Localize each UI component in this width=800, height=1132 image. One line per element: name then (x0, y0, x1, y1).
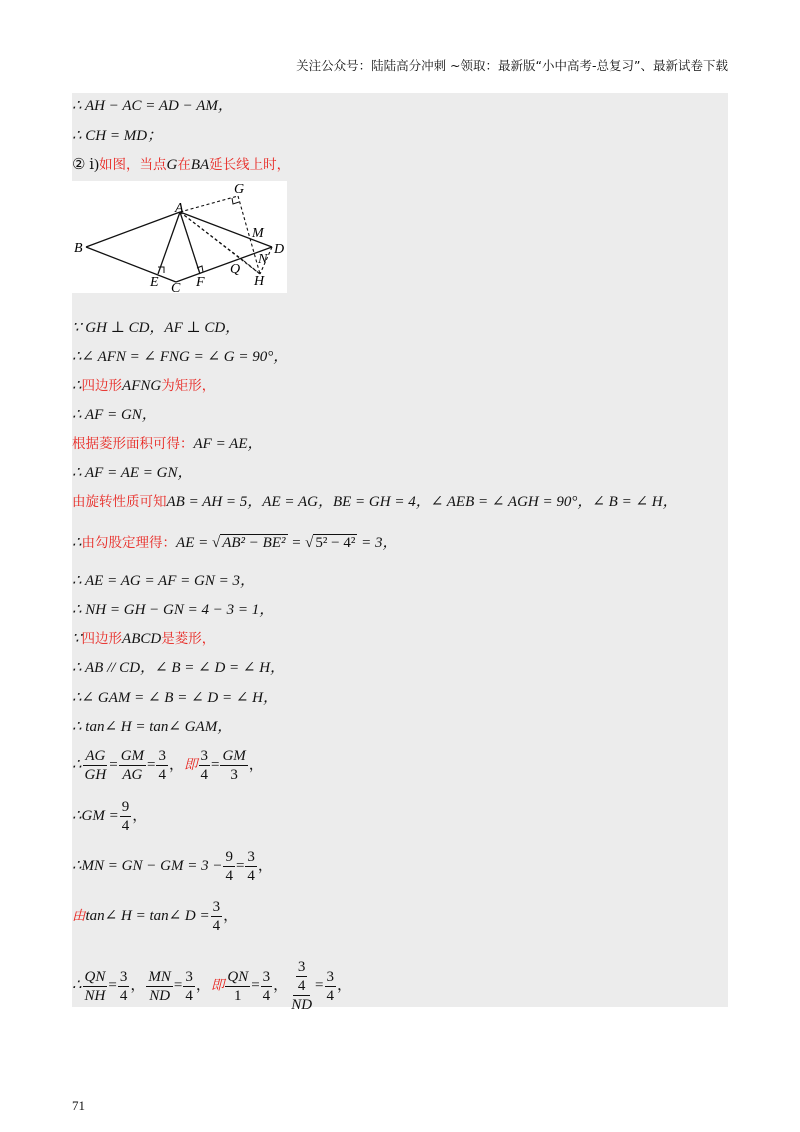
fraction-qn-1: $\frac{QN}{1}$ (227, 968, 249, 1004)
step-line-18: ∴ $\frac{AG}{GH}$ = $\frac{GM}{AG}$ = $\frac{3}{4}$ ，即 $\frac{3}{4}$ = $\frac{GM}{3}$ ， (72, 748, 264, 783)
label-c: C (171, 281, 181, 293)
nested-fraction-3-4: $\frac{3}{4}$ (297, 959, 306, 994)
fraction-3-4: $\frac{3}{4}$ (262, 968, 271, 1004)
edge-bc (86, 247, 176, 282)
sqrt-5-4: 5² − 4² (315, 535, 356, 551)
step-line-7: ∴ AF = GN， (72, 407, 157, 423)
step-line-17: ∴ tan∠ H = tan∠ GAM， (72, 719, 233, 735)
fraction-gm-3: $\frac{GM}{3}$ (222, 748, 246, 783)
rhombus-diagram (72, 181, 287, 293)
label-q: Q (230, 262, 241, 277)
step-line-5: ∴∠ AFN = ∠ FNG = ∠ G = 90°， (72, 349, 289, 365)
fraction-qn-nh: $\frac{QN}{NH}$ (84, 968, 106, 1004)
step-line-8: 根据菱形面积可得：AF = AE， (72, 436, 263, 452)
segment-af (180, 212, 200, 274)
step-line-4: ∵ GH ⊥ CD，AF ⊥ CD， (72, 320, 241, 336)
sqrt-ab-be: AB² − BE² (222, 535, 286, 551)
fraction-ag-gh: $\frac{AG}{GH}$ (84, 748, 107, 783)
label-n: N (258, 252, 268, 267)
fraction-3-4: $\frac{3}{4}$ (212, 899, 221, 934)
step-line-16: ∴∠ GAM = ∠ B = ∠ D = ∠ H， (72, 690, 279, 706)
right-angle-g (232, 198, 239, 204)
step-line-20: ∴MN = GN − GM = 3 − $\frac{9}{4}$ = $\frac{3}{4}$ ， (72, 849, 273, 884)
label-d: D (274, 242, 285, 257)
rhombus-figure (72, 181, 287, 293)
label-b: B (74, 241, 83, 256)
segment-aq-dashed (180, 212, 244, 261)
step-line-1: ∴ AH − AC = AD − AM， (72, 98, 233, 114)
step-line-22: ∴ $\frac{QN}{NH}$ = $\frac{3}{4}$ ， $\frac{MN}{ND}$ = $\frac{3}{4}$ ，即 $\frac{QN}{1}$ = $\frac{3}{4}$ ， $\frac{\frac{3}{4}}{ND}$ = $\frac{3}{4}$ ， (72, 959, 353, 1013)
label-m: M (252, 226, 264, 241)
label-f: F (196, 275, 205, 290)
step-line-10: 由旋转性质可知AB = AH = 5，AE = AG，BE = GH = 4，∠ AEB = ∠ AGH = 90°，∠ B = ∠ H， (72, 494, 678, 510)
fraction-9-4: $\frac{9}{4}$ (121, 799, 130, 834)
step-line-21: 由tan∠ H = tan∠ D = $\frac{3}{4}$ ， (72, 899, 239, 934)
label-g: G (234, 182, 245, 197)
label-a: A (175, 201, 184, 216)
fraction-3-4: $\frac{3}{4}$ (185, 968, 193, 1004)
page-header: 关注公众号：陆陆高分冲刺 ~领取：最新版“小中高考-总复习”、最新试卷下载 (296, 58, 728, 73)
fraction-gm-ag: $\frac{GM}{AG}$ (120, 748, 145, 783)
step-line-14: ∵四边形ABCD是菱形， (72, 631, 216, 647)
fraction-3-4: $\frac{3}{4}$ (200, 748, 208, 783)
segment-ag-dashed (180, 196, 238, 212)
fraction-3-4: $\frac{3}{4}$ (158, 748, 166, 783)
fraction-3-4: $\frac{3}{4}$ (326, 968, 334, 1004)
step-line-19: ∴GM = $\frac{9}{4}$ ， (72, 799, 148, 834)
segment-ae (158, 212, 180, 274)
fraction-9-4: $\frac{9}{4}$ (225, 849, 233, 884)
step-line-12: ∴ AE = AG = AF = GN = 3， (72, 573, 255, 589)
edge-ba (86, 212, 180, 247)
step-line-13: ∴ NH = GH − GN = 4 − 3 = 1， (72, 602, 275, 618)
label-e: E (150, 275, 159, 290)
fraction-3-4: $\frac{3}{4}$ (119, 968, 128, 1004)
fraction-mn-nd: $\frac{MN}{ND}$ (148, 968, 171, 1004)
step-line-9: ∴ AF = AE = GN， (72, 465, 193, 481)
step-line-2: ∴ CH = MD； (72, 128, 163, 144)
step-line-3: ② ⅰ)如图，当点G在BA延长线上时， (72, 157, 291, 173)
step-line-11: ∴由勾股定理得：AE = √ AB² − BE² = √ 5² − 4² = 3， (72, 535, 398, 551)
step-line-6: ∴四边形AFNG为矩形， (72, 378, 216, 394)
page-number: 71 (72, 1098, 85, 1113)
fraction-3-4: $\frac{3}{4}$ (247, 849, 255, 884)
label-h: H (254, 274, 265, 289)
fraction-3over4-nd: $\frac{\frac{3}{4}}{ND}$ (291, 959, 313, 1013)
step-line-15: ∴ AB // CD，∠ B = ∠ D = ∠ H， (72, 660, 286, 676)
case-marker: ② ⅰ) (72, 157, 99, 173)
